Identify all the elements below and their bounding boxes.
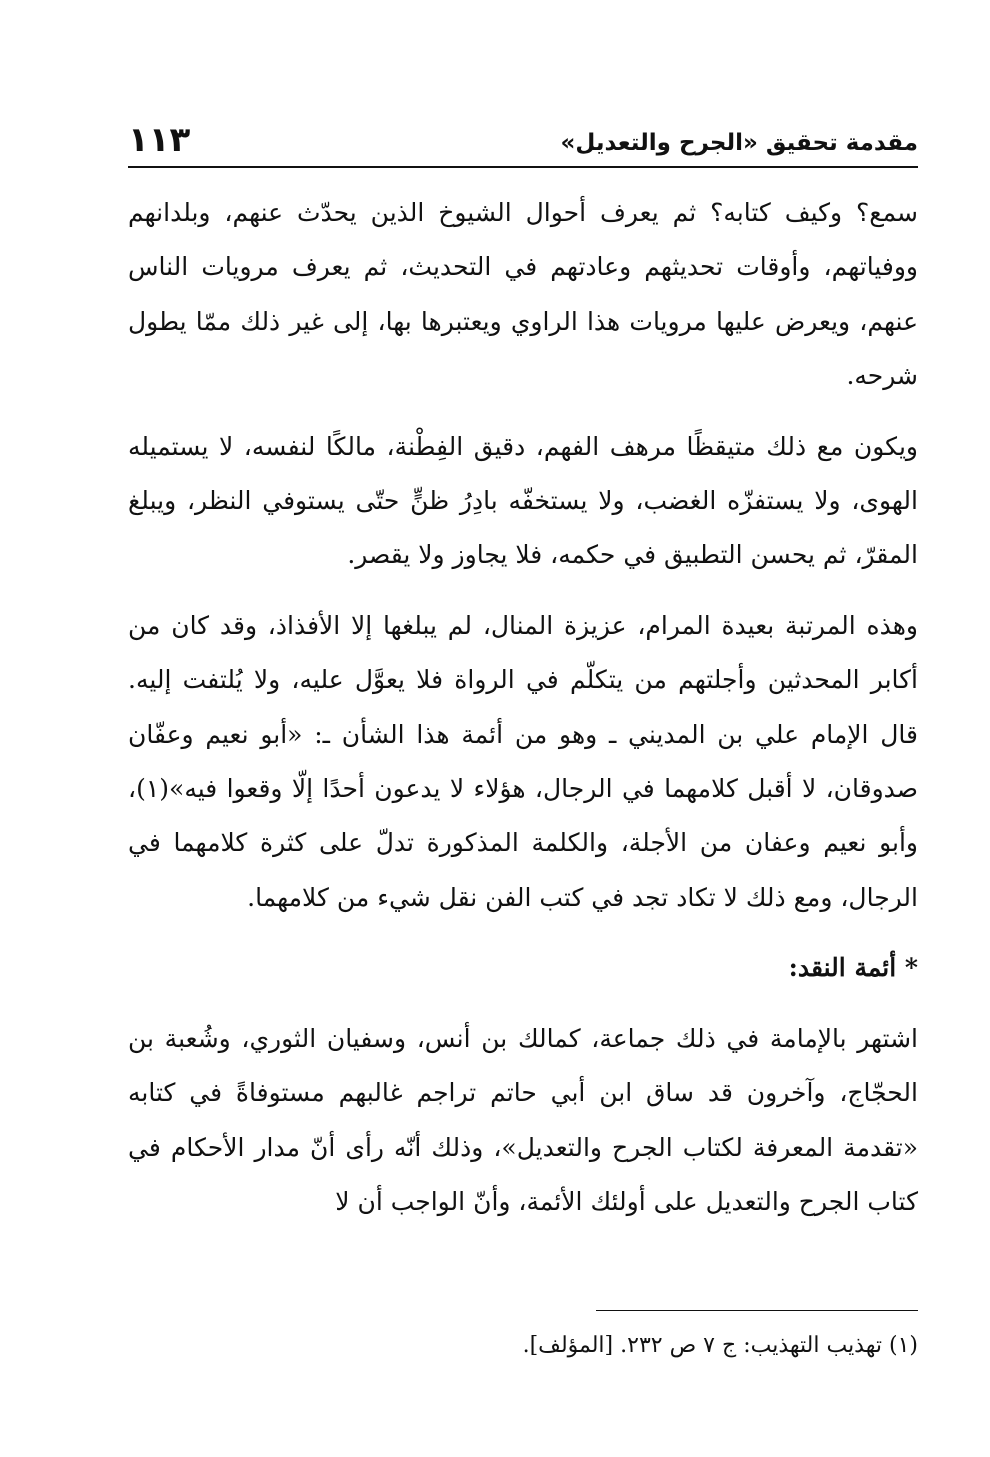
page-number: ١١٣ (128, 120, 191, 160)
paragraph-4: اشتهر بالإمامة في ذلك جماعة، كمالك بن أنس، وسفيان الثوري، وشُعبة بن الحجّاج، وآخرون قد ساق ابن أبي حاتم تراجم غالبهم مستوفاةً في كتابه «تقدمة المعرفة لكتاب الجرح والتعديل»، وذلك أنّه رأى أنّ مدار الأحكام في كتاب الجرح والتعديل على أولئك الأئمة، وأنّ الواجب أن لا (128, 1023, 918, 1216)
main-text (128, 186, 918, 1229)
paragraph-1: سمع؟ وكيف كتابه؟ ثم يعرف أحوال الشيوخ الذين يحدّث عنهم، وبلدانهم ووفياتهم، وأوقات تحديثهم وعادتهم في التحديث، ثم يعرف مرويات الناس عنهم، ويعرض عليها مرويات هذا الراوي ويعتبرها بها، إلى غير ذلك ممّا يطول شرحه. (128, 198, 918, 391)
section-heading: * أئمة النقد: (788, 953, 918, 983)
paragraph-3: وهذه المرتبة بعيدة المرام، عزيزة المنال، لم يبلغها إلا الأفذاذ، وقد كان من أكابر المحدثين وأجلتهم من يتكلّم في الرواة فلا يعوَّل عليه، ولا يُلتفت إليه. قال الإمام علي بن المديني ـ وهو من أئمة هذا الشأن ـ: «أبو نعيم وعفّان صدوقان، لا أقبل كلامهما في الرجال، هؤلاء لا يدعون أحدًا إلّا وقعوا فيه»(١)، وأبو نعيم وعفان من الأجلة، والكلمة المذكورة تدلّ على كثرة كلامهما في الرجال، ومع ذلك لا تكاد تجد في كتب الفن نقل شيء من كلامهما. (128, 610, 918, 912)
paragraph-2: ويكون مع ذلك متيقظًا مرهف الفهم، دقيق الفِطْنة، مالكًا لنفسه، لا يستميله الهوى، ولا يستفزّه الغضب، ولا يستخفّه بادِرُ ظنٍّ حتّى يستوفي النظر، ويبلغ المقرّ، ثم يحسن التطبيق في حكمه، فلا يجاوز ولا يقصر. (128, 431, 918, 570)
running-title: مقدمة تحقيق «الجرح والتعديل» (560, 130, 918, 156)
page-header (128, 116, 918, 168)
footnote: (١) تهذيب التهذيب: ج ٧ ص ٢٣٢. [المؤلف]. (522, 1333, 918, 1358)
footnote-divider (596, 1310, 918, 1311)
